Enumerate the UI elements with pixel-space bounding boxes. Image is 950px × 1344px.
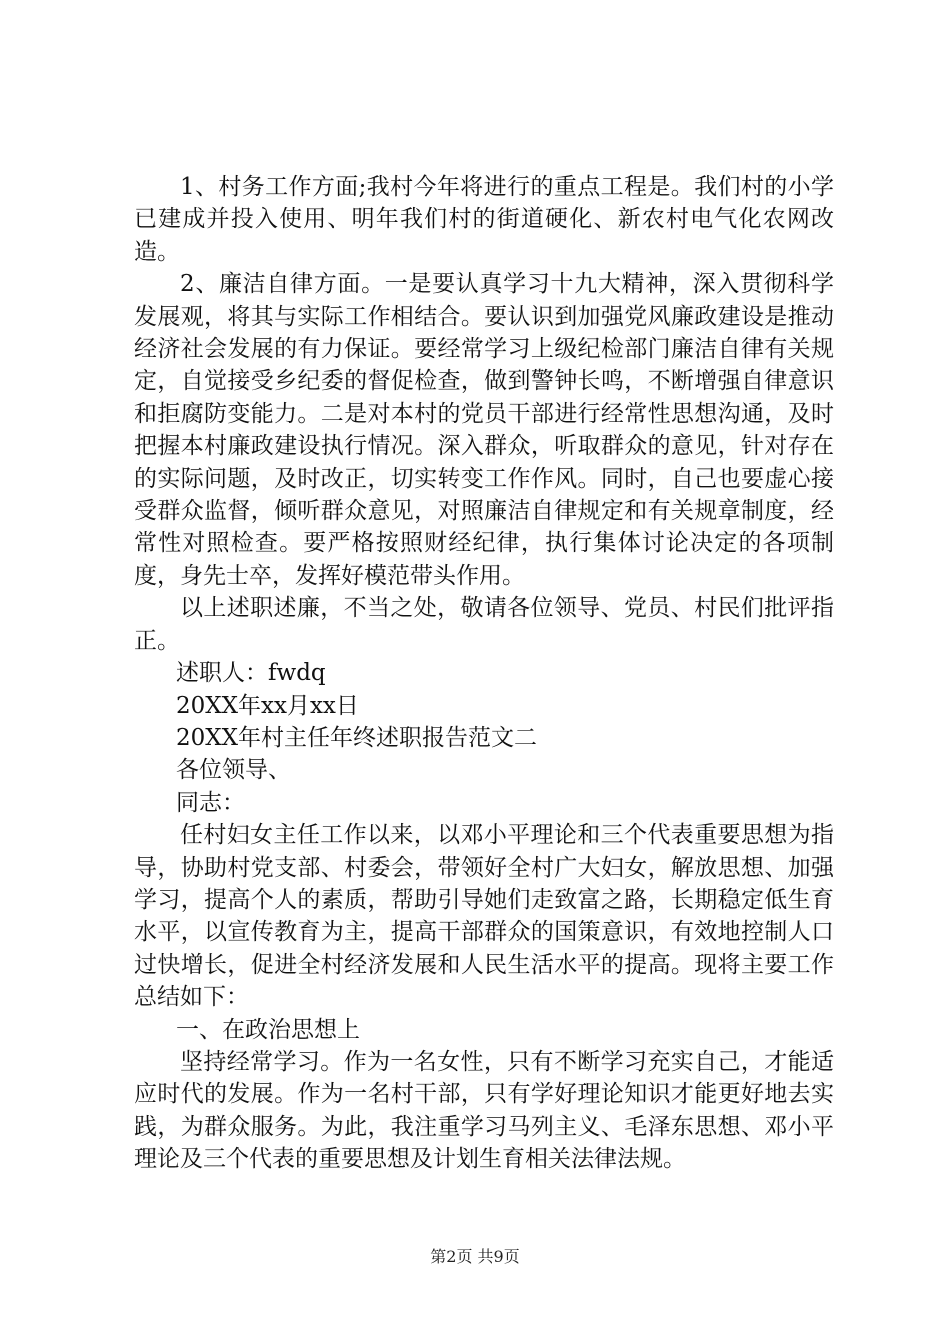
paragraph-integrity: 2、廉洁自律方面。一是要认真学习十九大精神，深入贯彻科学发展观，将其与实际工作相结合。要认识到加强党风廉政建设是推动经济社会发展的有力保证。要经常学习上级纪检部门廉洁自律有关规定，自觉接受乡纪委的督促检查，做到警钟长鸣，不断增强自律意识和拒腐防变能力。二是对本村的党员干部进行经常性思想沟通，及时把握本村廉政建设执行情况。深入群众，听取群众的意见，针对存在的实际问题，及时改正，切实转变工作作风。同时，自己也要虚心接受群众监督，倾听群众意见，对照廉洁自律规定和有关规章制度，经常性对照检查。要严格按照财经纪律，执行集体讨论决定的各项制度，身先士卒，发挥好模范带头作用。: [134, 271, 834, 589]
date-line: 20XX年xx月xx日: [176, 692, 359, 719]
section-heading-political: 一、在政治思想上: [176, 1016, 360, 1043]
paragraph-intro: 任村妇女主任工作以来，以邓小平理论和三个代表重要思想为指导，协助村党支部、村委会，带领好全村广大妇女，解放思想、加强学习，提高个人的素质，帮助引导她们走致富之路，长期稳定低生育水平，以宣传教育为主，提高干部群众的国策意识，有效地控制人口过快增长，促进全村经济发展和人民生活水平的提高。现将主要工作总结如下：: [134, 822, 834, 1011]
document-body: [134, 171, 834, 1176]
paragraph-closing: 以上述职述廉，不当之处，敬请各位领导、党员、村民们批评指正。: [134, 595, 834, 654]
page-number: 第2页 共9页: [430, 1247, 520, 1266]
second-title: 20XX年村主任年终述职报告范文二: [176, 724, 538, 751]
paragraph-study: 坚持经常学习。作为一名女性，只有不断学习充实自己，才能适应时代的发展。作为一名村干部，只有学好理论知识才能更好地去实践，为群众服务。为此，我注重学习马列主义、毛泽东思想、邓小平理论及三个代表的重要思想及计划生育相关法律法规。: [134, 1048, 834, 1173]
paragraph-village-affairs: 1、村务工作方面;我村今年将进行的重点工程是。我们村的小学已建成并投入使用、明年我们村的街道硬化、新农村电气化农网改造。: [134, 174, 834, 265]
signature-line: 述职人：fwdq: [176, 660, 326, 687]
greeting-comrades: 同志：: [176, 789, 245, 816]
greeting-leaders: 各位领导、: [176, 757, 291, 784]
